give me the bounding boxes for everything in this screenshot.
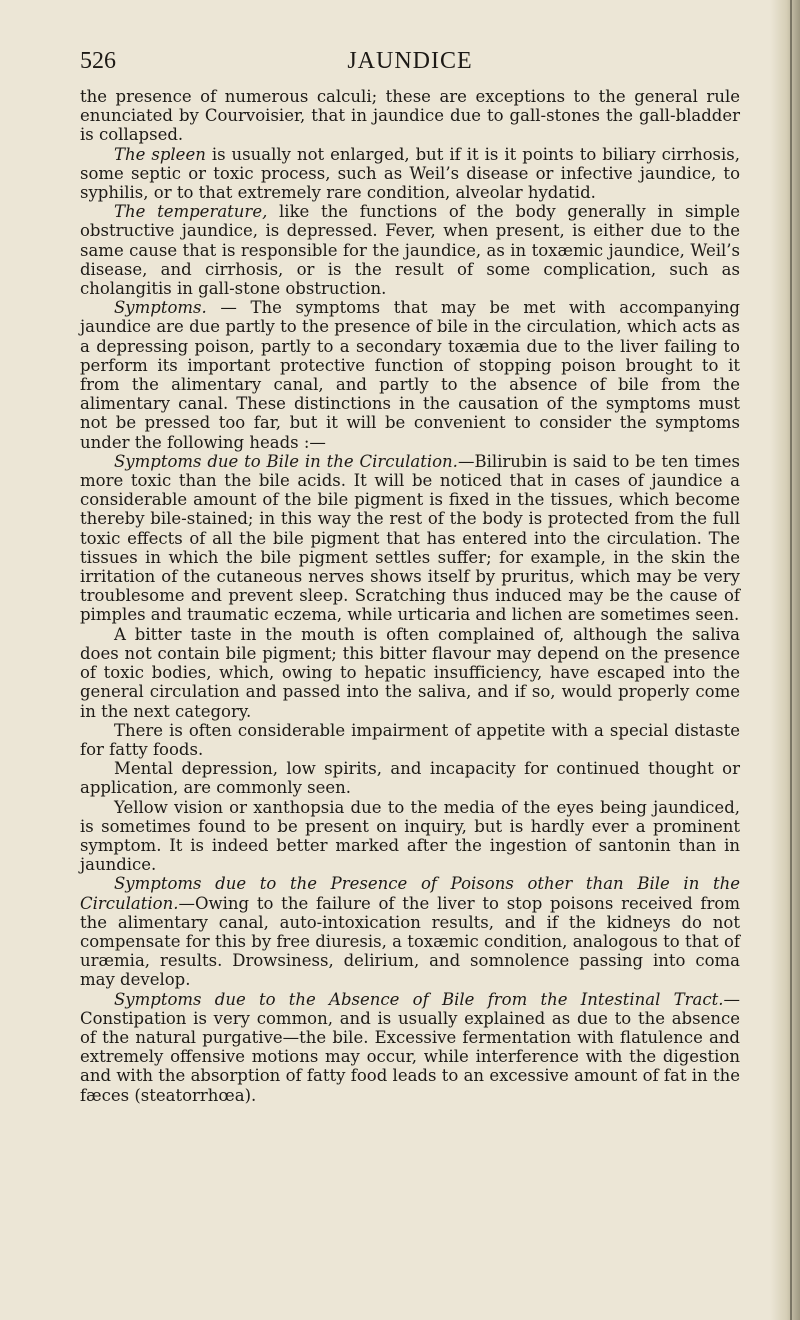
paragraph-absence-of-bile xyxy=(80,990,740,1105)
paragraph-mental-depression xyxy=(80,759,740,797)
running-title: JAUNDICE xyxy=(347,48,473,74)
paragraph-yellow-vision xyxy=(80,798,740,875)
paragraph-text: —Owing to the failure of the liver to stop poisons received from the alimentary canal, auto-intoxication results, and if the kidneys do not compensate for this by free diuresis, a toxæmic condition, analogous to that of uræmia, results. Drowsiness, delirium, and somnolence passing into coma may develop. xyxy=(80,893,740,990)
paragraph-text: A bitter taste in the mouth is often complained of, although the saliva does not contain bile pigment; this bitter flavour may depend on the presence of toxic bodies, which, owing to hepatic insufficiency, have escaped into the general circulation and passed into the saliva, and if so, would properly come in the next category. xyxy=(80,624,740,721)
paragraph-text: Yellow vision or xanthopsia due to the media of the eyes being jaundiced, is sometimes found to be present on inquiry, but is hardly ever a prominent symptom. It is indeed better marked after the ingestion of santonin than in jaundice. xyxy=(80,797,740,875)
paragraph-text: the presence of numerous calculi; these are exceptions to the general rule enunciated by Courvoisier, that in jaundice due to gall-stones the gall-bladder is collapsed. xyxy=(80,87,740,145)
paragraph-spleen xyxy=(80,145,740,203)
paragraph-symptoms xyxy=(80,298,740,452)
paragraph-temperature xyxy=(80,202,740,298)
body-text xyxy=(80,87,740,1105)
page-shadow xyxy=(770,0,800,1320)
paragraph-lead: Symptoms due to the Absence of Bile from the Intestinal Tract. xyxy=(114,989,724,1009)
paragraph-lead: Symptoms due to Bile in the Circulation. xyxy=(114,451,458,471)
paragraph-text: —Bilirubin is said to be ten times more toxic than the bile acids. It will be noticed that in cases of jaundice a considerable amount of the bile pigment is fixed in the tissues, which become thereby bile-stained; in this way the rest of the body is protected from the full toxic effects of all the bile pigment that has entered into the circulation. The tissues in which the bile pigment settles suffer; for example, in the skin the irritation of the cutaneous nerves shows itself by pruritus, which may be very troublesome and prevent sleep. Scratching thus induced may be the cause of pimples and traumatic eczema, while urticaria and lichen are sometimes seen. xyxy=(80,451,741,625)
page-number: 526 xyxy=(80,48,116,74)
paragraph-bitter-taste xyxy=(80,625,740,721)
paragraph-text: is usually not enlarged, but if it is it points to biliary cirrhosis, some septic or toxic process, such as Weil’s disease or infective jaundice, to syphilis, or to that extremely rare condition, alveolar hydatid. xyxy=(80,144,740,203)
paragraph-gall-bladder xyxy=(80,87,740,145)
paragraph-lead: Symptoms due to the Presence of Poisons other than Bile in the Circulation. xyxy=(80,874,740,913)
paragraph-poisons xyxy=(80,874,740,989)
paragraph-bile-circulation xyxy=(80,452,740,625)
paragraph-text: like the functions of the body generally in simple obstructive jaundice, is depressed. Fever, when present, is either due to the same cause that is responsible for the jaundice, as in toxæmic jaundice, Weil’s disease, and cirrhosis, or is the result of some complication, such as cholangitis in gall-stone obstruction. xyxy=(80,202,740,299)
paragraph-lead: Symptoms. xyxy=(114,298,207,318)
paragraph-lead: The spleen xyxy=(114,144,206,164)
paragraph-appetite xyxy=(80,721,740,759)
paragraph-text: There is often considerable impairment of appetite with a special distaste for fatty foods. xyxy=(80,720,740,759)
paragraph-text: Mental depression, low spirits, and incapacity for continued thought or application, are commonly seen. xyxy=(80,759,740,798)
paragraph-text: — Constipation is very common, and is usually explained as due to the absence of the natural purgative—the bile. Excessive fermentation with flatulence and extremely offensive motions may occur, while interference with the digestion and with the absorption of fatty food leads to an excessive amount of fat in the fæces (steatorrhœa). xyxy=(80,989,740,1105)
page-edge xyxy=(790,0,792,1320)
paragraph-text: — The symptoms that may be met with accompanying jaundice are due partly to the presence of bile in the circulation, which acts as a depressing poison, partly to a secondary toxæmia due to the liver failing to perform its important protective function of stopping poison brought to it from the alimentary canal, and partly to the absence of bile from the alimentary canal. These distinctions in the causation of the symptoms must not be pressed too far, but it will be convenient to consider the symptoms under the following heads :— xyxy=(80,298,740,452)
paragraph-lead: The temperature, xyxy=(114,202,268,222)
page-header xyxy=(80,48,740,82)
